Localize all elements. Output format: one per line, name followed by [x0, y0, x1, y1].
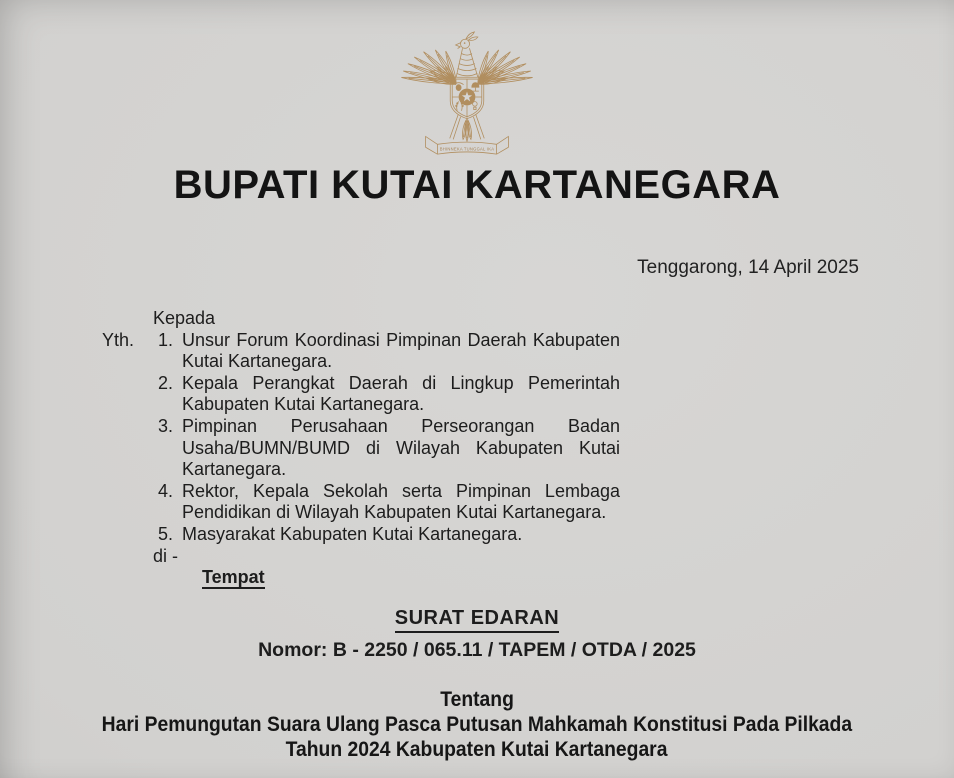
kepada-label: Kepada	[153, 308, 216, 328]
subject-block	[0, 687, 954, 762]
item-number: 5.	[158, 523, 174, 544]
dateline: Tenggarong, 14 April 2025	[637, 257, 859, 278]
recipient-item	[158, 330, 620, 373]
recipient-item	[158, 373, 620, 416]
left-wing	[401, 49, 458, 86]
item-text: Rektor, Kepala Sekolah serta Pimpinan Lembaga Pendidikan di Wilayah Kabupaten Kutai Kartanegara.	[182, 480, 620, 523]
right-wing	[476, 49, 533, 86]
letterhead-title: BUPATI KUTAI KARTANEGARA	[173, 163, 781, 207]
garuda-pancasila-emblem	[392, 28, 542, 166]
tentang-text: Tentang	[440, 688, 514, 711]
garuda-head	[456, 32, 478, 77]
item-number: 2.	[158, 372, 174, 393]
subject-line-2: Tahun 2024 Kabupaten Kutai Kartanegara	[286, 738, 668, 761]
motto-text: BHINNEKA TUNGGAL IKA	[439, 146, 495, 152]
subject-line	[0, 712, 954, 737]
doc-type-title: SURAT EDARAN	[395, 607, 560, 633]
recipient-item	[158, 481, 620, 524]
chain-icon	[473, 102, 478, 110]
subject-line-1: Hari Pemungutan Suara Ulang Pasca Putusan Mahkamah Konstitusi Pada Pilkada	[101, 713, 853, 736]
motto-ribbon	[426, 136, 509, 154]
item-text: Unsur Forum Koordinasi Pimpinan Daerah Kabupaten Kutai Kartanegara.	[182, 329, 620, 372]
recipient-block	[102, 308, 620, 589]
item-text: Pimpinan Perusahaan Perseorangan Badan Usaha/BUMN/BUMD di Wilayah Kabupaten Kutai Kartanegara.	[182, 415, 620, 480]
item-text: Kepala Perangkat Daerah di Lingkup Pemerintah Kabupaten Kutai Kartanegara.	[182, 372, 620, 415]
tentang-label	[0, 687, 954, 712]
recipient-list	[158, 330, 620, 546]
di-label: di -	[153, 545, 179, 566]
recipient-item	[158, 416, 620, 481]
tempat-label: Tempat	[202, 567, 265, 588]
recipient-item	[158, 524, 620, 546]
yth-label: Yth.	[102, 329, 135, 350]
item-number: 1.	[158, 329, 174, 350]
doc-type-wrap	[0, 607, 954, 633]
item-number: 4.	[158, 480, 174, 501]
doc-number: Nomor: B - 2250 / 065.11 / TAPEM / OTDA / 2025	[258, 639, 696, 661]
item-text: Masyarakat Kabupaten Kutai Kartanegara.	[182, 523, 523, 544]
item-number: 3.	[158, 415, 174, 436]
subject-line	[0, 737, 954, 762]
tail-and-legs	[450, 115, 485, 142]
